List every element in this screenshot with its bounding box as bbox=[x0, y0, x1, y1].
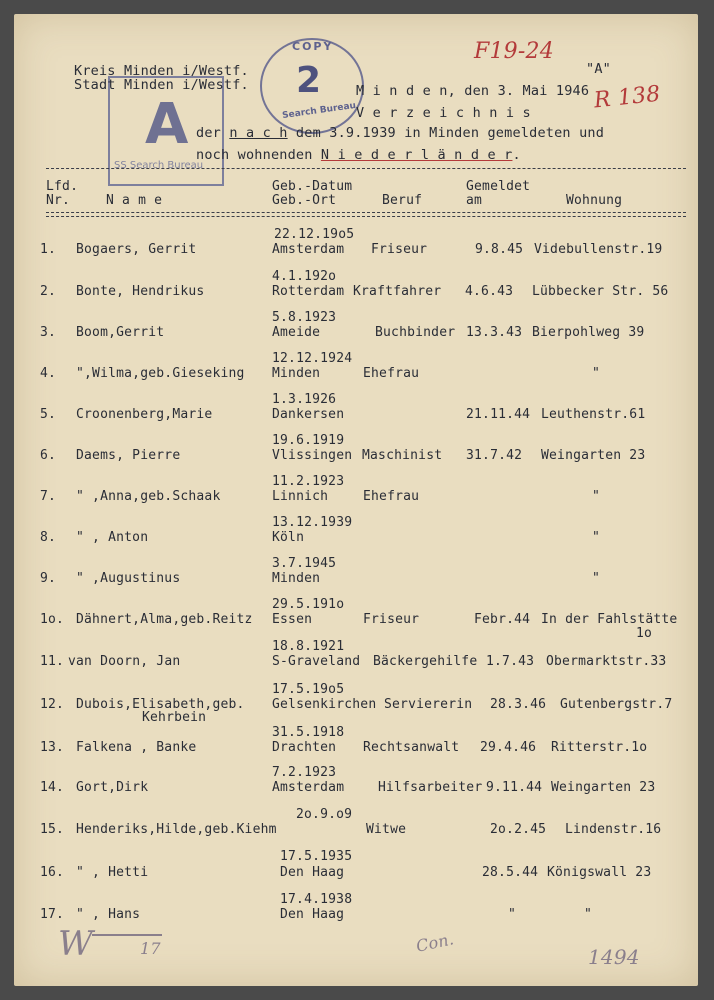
row-gemeldet: 21.11.44 bbox=[466, 407, 531, 422]
row-date: 31.5.1918 bbox=[272, 725, 345, 740]
row-wohnung: Videbullenstr.19 bbox=[534, 242, 663, 257]
row-wohnung: Ritterstr.1o bbox=[551, 740, 648, 755]
title-line-1-nach: n a c h bbox=[229, 125, 288, 141]
pencil-mark-number: 1494 bbox=[588, 945, 640, 969]
row-name: " ,Augustinus bbox=[76, 571, 181, 586]
row-name: Dähnert,Alma,geb.Reitz bbox=[76, 612, 253, 627]
row-date: 12.12.1924 bbox=[272, 351, 353, 366]
row-place: Essen bbox=[272, 612, 313, 627]
row-place: Amsterdam bbox=[272, 242, 345, 257]
title-line-2-post: . bbox=[512, 147, 521, 163]
row-place: Dankersen bbox=[272, 407, 345, 422]
title-line-2-nl: N i e d e r l ä n d e r bbox=[320, 147, 513, 163]
row-place: Köln bbox=[272, 530, 305, 545]
row-place: Rotterdam bbox=[272, 284, 345, 299]
col-geb-ort: Geb.-Ort bbox=[272, 193, 337, 208]
row-name: " , Anton bbox=[76, 530, 149, 545]
pencil-mark-17: 17 bbox=[140, 939, 161, 958]
row-gemeldet: 13.3.43 bbox=[466, 325, 523, 340]
header-mark-a: "A" bbox=[586, 61, 611, 77]
row-nr: 15. bbox=[40, 822, 65, 837]
row-wohnung: Obermarktstr.33 bbox=[546, 654, 667, 669]
row-place: Minden bbox=[272, 366, 321, 381]
row-date: 3.7.1945 bbox=[272, 556, 337, 571]
row-nr: 6. bbox=[40, 448, 57, 463]
row-name: " , Hans bbox=[76, 907, 141, 922]
row-beruf: Kraftfahrer bbox=[353, 284, 442, 299]
copy-stamp-number: 2 bbox=[296, 60, 322, 101]
col-wohnung: Wohnung bbox=[566, 193, 623, 208]
row-date: 5.8.1923 bbox=[272, 310, 337, 325]
row-wohnung: Königswall 23 bbox=[547, 865, 652, 880]
row-gemeldet: 28.5.44 bbox=[482, 865, 539, 880]
row-wohnung: Lübbecker Str. 56 bbox=[532, 284, 669, 299]
row-nr: 13. bbox=[40, 740, 65, 755]
row-date: 17.5.19o5 bbox=[272, 682, 345, 697]
header-place-date: M i n d e n, den 3. Mai 1946 bbox=[356, 83, 590, 99]
row-nr: 5. bbox=[40, 407, 57, 422]
row-gemeldet: 2o.2.45 bbox=[490, 822, 547, 837]
row-name: " ,Anna,geb.Schaak bbox=[76, 489, 221, 504]
row-name: Bogaers, Gerrit bbox=[76, 242, 197, 257]
row-wohnung: Bierpohlweg 39 bbox=[532, 325, 645, 340]
row-date: 29.5.191o bbox=[272, 597, 345, 612]
col-name: N a m e bbox=[106, 193, 163, 208]
row-name: Croonenberg,Marie bbox=[76, 407, 213, 422]
row-nr: 4. bbox=[40, 366, 57, 381]
row-date: 13.12.1939 bbox=[272, 515, 353, 530]
col-nr-line1: Lfd. bbox=[46, 179, 79, 194]
row-beruf: Rechtsanwalt bbox=[363, 740, 460, 755]
handwritten-reference-2: R 138 bbox=[592, 81, 662, 114]
row-nr: 9. bbox=[40, 571, 57, 586]
row-gemeldet: 29.4.46 bbox=[480, 740, 537, 755]
row-beruf: Buchbinder bbox=[375, 325, 456, 340]
row-nr: 11. bbox=[40, 654, 65, 669]
row-gemeldet: 28.3.46 bbox=[490, 697, 547, 712]
row-name: Gort,Dirk bbox=[76, 780, 149, 795]
row-beruf: Hilfsarbeiter bbox=[378, 780, 483, 795]
row-name: Boom,Gerrit bbox=[76, 325, 165, 340]
row-wohnung: " bbox=[584, 907, 593, 922]
copy-stamp-bureau: Search Bureau bbox=[281, 100, 357, 122]
title-line-1-post: dem 3.9.1939 in Minden gemeldeten und bbox=[287, 125, 605, 141]
row-date: 17.5.1935 bbox=[280, 849, 353, 864]
row-gemeldet: 31.7.42 bbox=[466, 448, 523, 463]
handwritten-reference: F19-24 bbox=[474, 39, 554, 64]
row-place: S-Graveland bbox=[272, 654, 361, 669]
row-wohnung: " bbox=[592, 530, 601, 545]
stamp-box-label: SS Search Bureau bbox=[114, 160, 204, 171]
row-gemeldet: " bbox=[508, 907, 517, 922]
row-name: Daems, Pierre bbox=[76, 448, 181, 463]
row-name: " , Hetti bbox=[76, 865, 149, 880]
row-nr: 16. bbox=[40, 865, 65, 880]
row-date: 1.3.1926 bbox=[272, 392, 337, 407]
row-wohnung: " bbox=[592, 489, 601, 504]
row-wohnung: Gutenbergstr.7 bbox=[560, 697, 673, 712]
row-gemeldet: 1.7.43 bbox=[486, 654, 535, 669]
row-gemeldet: Febr.44 bbox=[474, 612, 531, 627]
header-stadt: Stadt Minden i/Westf. bbox=[74, 77, 249, 93]
row-place: Amsterdam bbox=[272, 780, 345, 795]
row-nr: 3. bbox=[40, 325, 57, 340]
pencil-mark-w: W bbox=[58, 924, 94, 964]
row-beruf: Ehefrau bbox=[363, 366, 420, 381]
row-place: Minden bbox=[272, 571, 321, 586]
col-beruf: Beruf bbox=[382, 193, 423, 208]
row-date: 7.2.1923 bbox=[272, 765, 337, 780]
row-nr: 1. bbox=[40, 242, 57, 257]
row-date: 17.4.1938 bbox=[280, 892, 353, 907]
title-line-1 bbox=[196, 126, 604, 140]
row-wohnung: Lindenstr.16 bbox=[565, 822, 662, 837]
pencil-line bbox=[92, 934, 162, 936]
row-nr: 8. bbox=[40, 530, 57, 545]
row-date: 19.6.1919 bbox=[272, 433, 345, 448]
row-nr: 1o. bbox=[40, 612, 65, 627]
row-beruf: Ehefrau bbox=[363, 489, 420, 504]
row-wohnung: " bbox=[592, 366, 601, 381]
row-place: Gelsenkirchen bbox=[272, 697, 377, 712]
title-line-2-pre: noch wohnenden bbox=[196, 147, 321, 163]
row-name: van Doorn, Jan bbox=[68, 654, 181, 669]
document-title: V e r z e i c h n i s bbox=[356, 105, 531, 121]
col-gemeldet-am: am bbox=[466, 193, 483, 208]
row-date: 4.1.192o bbox=[272, 269, 337, 284]
row-wohnung-2: 1o bbox=[636, 626, 653, 641]
row-date: 22.12.19o5 bbox=[274, 227, 355, 242]
row-beruf: Witwe bbox=[366, 822, 407, 837]
col-geb-datum: Geb.-Datum bbox=[272, 179, 353, 194]
row-name-2: Kehrbein bbox=[142, 710, 207, 725]
row-place: Vlissingen bbox=[272, 448, 353, 463]
row-gemeldet: 4.6.43 bbox=[465, 284, 514, 299]
title-line-2 bbox=[196, 148, 521, 162]
row-wohnung: " bbox=[592, 571, 601, 586]
row-gemeldet: 9.8.45 bbox=[475, 242, 524, 257]
title-line-1-pre: der bbox=[196, 125, 230, 141]
row-place: Linnich bbox=[272, 489, 329, 504]
header-kreis: Kreis Minden i/Westf. bbox=[74, 63, 249, 79]
row-name: Bonte, Hendrikus bbox=[76, 284, 205, 299]
row-beruf: Bäckergehilfe bbox=[373, 654, 478, 669]
row-wohnung: Weingarten 23 bbox=[541, 448, 646, 463]
row-place: Drachten bbox=[272, 740, 337, 755]
row-wohnung: Weingarten 23 bbox=[551, 780, 656, 795]
stamp-letter-a: A bbox=[145, 92, 189, 157]
row-date: 11.2.1923 bbox=[272, 474, 345, 489]
row-wohnung: Leuthenstr.61 bbox=[541, 407, 646, 422]
row-name: Dubois,Elisabeth,geb. bbox=[76, 697, 245, 712]
row-beruf: Friseur bbox=[363, 612, 420, 627]
col-nr-line2: Nr. bbox=[46, 193, 71, 208]
row-beruf: Serviererin bbox=[384, 697, 473, 712]
pencil-mark-con: Con. bbox=[414, 929, 456, 956]
row-name: Falkena , Banke bbox=[76, 740, 197, 755]
row-beruf: Friseur bbox=[371, 242, 428, 257]
row-nr: 12. bbox=[40, 697, 65, 712]
row-nr: 2. bbox=[40, 284, 57, 299]
row-date: 18.8.1921 bbox=[272, 639, 345, 654]
row-place: Ameide bbox=[272, 325, 321, 340]
row-gemeldet: 9.11.44 bbox=[486, 780, 543, 795]
row-nr: 14. bbox=[40, 780, 65, 795]
row-nr: 7. bbox=[40, 489, 57, 504]
col-gemeldet: Gemeldet bbox=[466, 179, 531, 194]
row-place: Den Haag bbox=[280, 865, 345, 880]
row-date: 2o.9.o9 bbox=[296, 807, 353, 822]
row-name: ",Wilma,geb.Gieseking bbox=[76, 366, 245, 381]
row-name: Henderiks,Hilde,geb.Kiehm bbox=[76, 822, 277, 837]
column-header-rule bbox=[46, 212, 686, 217]
row-place: Den Haag bbox=[280, 907, 345, 922]
row-beruf: Maschinist bbox=[362, 448, 443, 463]
row-wohnung: In der Fahlstätte bbox=[541, 612, 678, 627]
header-rule bbox=[46, 168, 686, 169]
copy-stamp-label: COPY bbox=[292, 40, 334, 53]
row-nr: 17. bbox=[40, 907, 65, 922]
